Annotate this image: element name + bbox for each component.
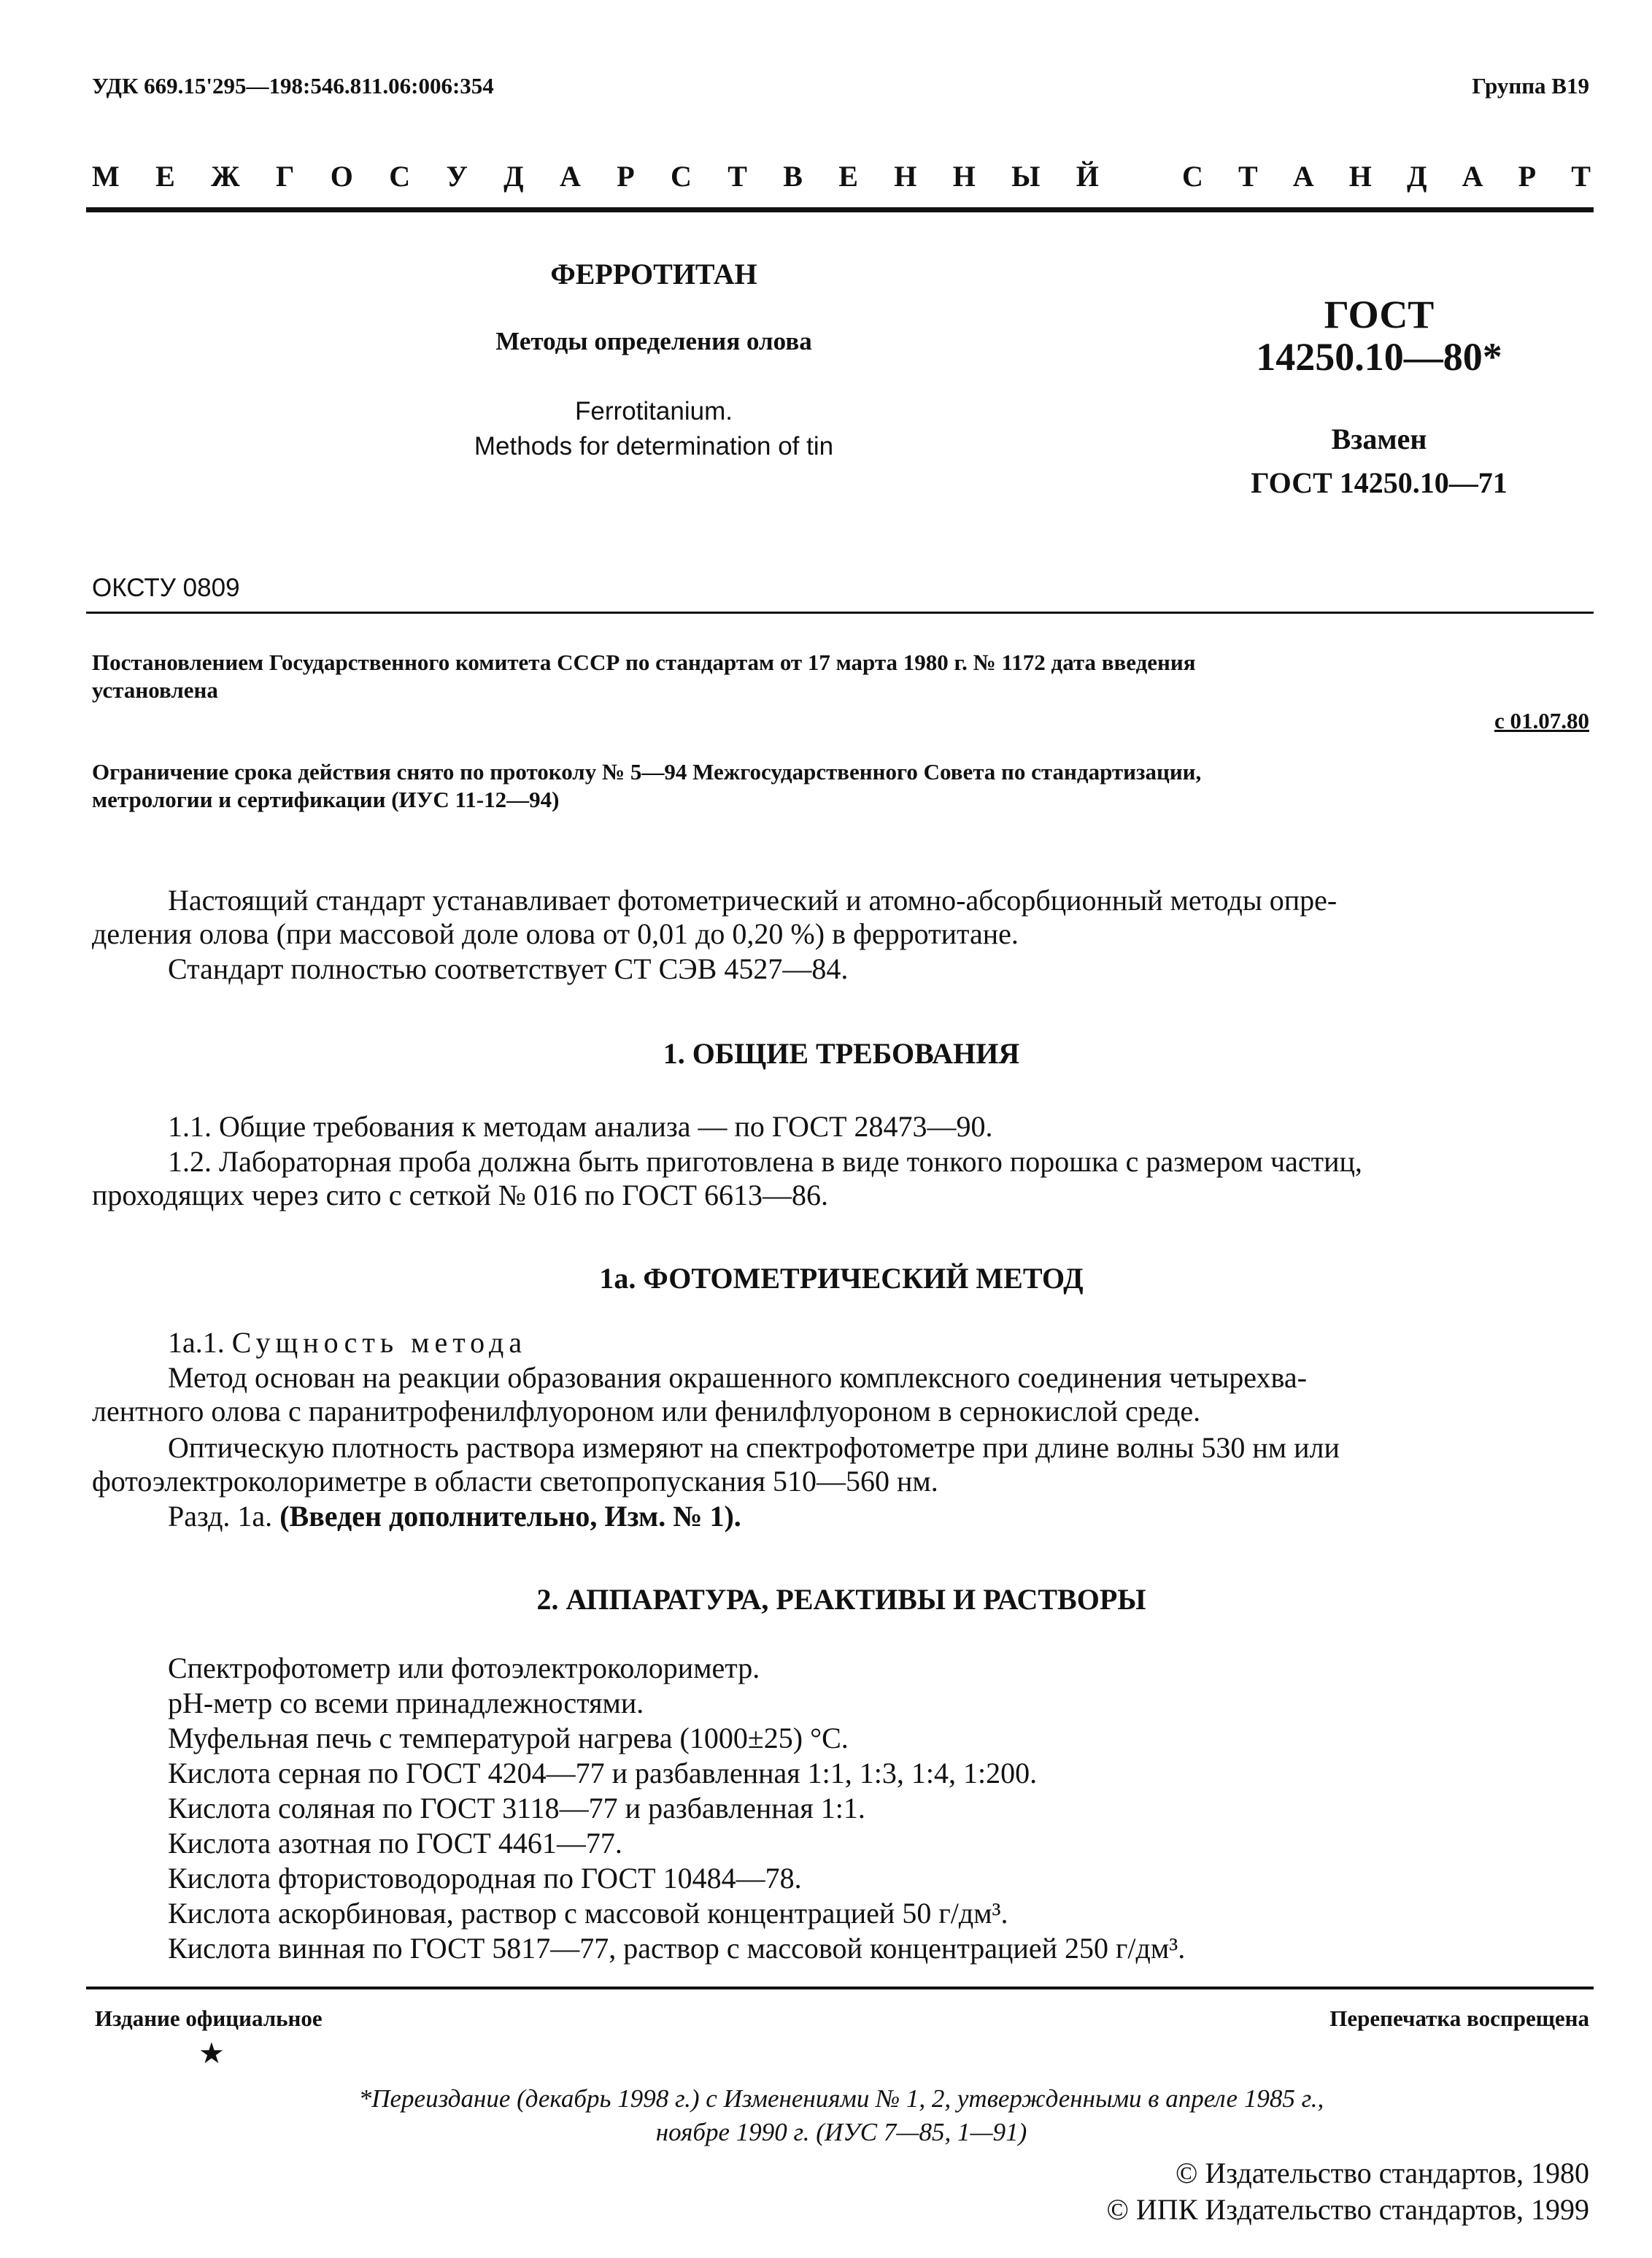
- banner-letter: Ж: [211, 160, 240, 193]
- section1a-p1-line2: лентного олова с паранитрофенилфлуороном или фенилфлуороном в сернокислой среде.: [92, 1395, 1201, 1427]
- intro-line2: деления олова (при массовой доле олова от 0,01 до 0,20 %) в ферротитане.: [92, 917, 1019, 950]
- reissue-line1: *Переиздание (декабрь 1998 г.) с Изменениями № 1, 2, утвержденными в апреле 1985 г.,: [358, 2084, 1324, 2113]
- section1-title: 1. ОБЩИЕ ТРЕБОВАНИЯ: [663, 1037, 1020, 1070]
- english-subtitle: Methods for determination of tin: [474, 432, 834, 461]
- section2-item: Кислота аскорбиновая, раствор с массовой концентрацией 50 г/дм³.: [168, 1897, 1008, 1930]
- section1a-title: 1а. ФОТОМЕТРИЧЕСКИЙ МЕТОД: [599, 1262, 1084, 1295]
- copyright-1999: © ИПК Издательство стандартов, 1999: [1106, 2193, 1589, 2226]
- banner-letter: А: [560, 160, 581, 193]
- document-subtitle: Методы определения олова: [495, 327, 812, 355]
- okstu-code: ОКСТУ 0809: [92, 574, 240, 602]
- section1a-sub-number: 1а.1.: [168, 1326, 225, 1359]
- group-code: Группа В19: [1472, 73, 1589, 99]
- banner-letter: А: [1462, 160, 1483, 193]
- english-title: Ferrotitanium.: [575, 397, 733, 425]
- banner-letter: В: [783, 160, 803, 193]
- section1a-note-prefix: Разд. 1а.: [168, 1500, 273, 1533]
- decree-date: с 01.07.80: [1494, 708, 1589, 733]
- gost-label: ГОСТ: [1324, 293, 1435, 336]
- decree-line1: Постановлением Государственного комитета СССР по стандартам от 17 марта 1980 г. № 1172 дата введения: [92, 650, 1196, 675]
- section1a-note: [168, 1500, 741, 1533]
- section2-item: Кислота соляная по ГОСТ 3118—77 и разбавленная 1:1.: [168, 1792, 865, 1824]
- section2-item: Кислота фтористоводородная по ГОСТ 10484—78.: [168, 1862, 802, 1895]
- section2-item: pH-метр со всеми принадлежностями.: [168, 1687, 644, 1719]
- document-title: ФЕРРОТИТАН: [550, 258, 757, 290]
- section1a-p2-line2: фотоэлектроколориметре в области светопропускания 510—560 нм.: [92, 1465, 938, 1498]
- banner-letter: Р: [1518, 160, 1537, 193]
- gost-number: 14250.10—80*: [1256, 335, 1502, 379]
- banner-letter: Г: [276, 160, 295, 193]
- banner-letter: У: [446, 160, 468, 193]
- banner-letter: Д: [503, 160, 524, 193]
- banner-letter: М: [92, 160, 120, 193]
- footer-rule: [86, 1987, 1594, 1989]
- banner-letter: Т: [1571, 160, 1591, 193]
- banner-letter: Е: [155, 160, 175, 193]
- replaces-label: Взамен: [1331, 423, 1427, 455]
- copyright-1980: © Издательство стандартов, 1980: [1175, 2157, 1589, 2189]
- decree-line2: установлена: [92, 677, 218, 703]
- section1a-note-bold: (Введен дополнительно, Изм. № 1).: [279, 1500, 741, 1533]
- banner-letter: Й: [1076, 160, 1099, 193]
- banner-letter: Т: [1238, 160, 1258, 193]
- section2-item: Кислота винная по ГОСТ 5817—77, раствор с массовой концентрацией 250 г/дм³.: [168, 1932, 1186, 1965]
- replaces-number: ГОСТ 14250.10—71: [1251, 466, 1508, 499]
- banner-letter: Д: [1407, 160, 1427, 193]
- reissue-line2: ноябре 1990 г. (ИУС 7—85, 1—91): [655, 2118, 1027, 2146]
- section2-title: 2. АППАРАТУРА, РЕАКТИВЫ И РАСТВОРЫ: [536, 1583, 1146, 1616]
- section1a-subheading: [168, 1327, 527, 1359]
- intro-line1: Настоящий стандарт устанавливает фотометрический и атомно-абсорбционный методы опре-: [168, 884, 1338, 917]
- banner-letter: С: [670, 160, 692, 193]
- section1a-sub-title: Сущность метода: [231, 1326, 528, 1359]
- banner-letter: С: [389, 160, 411, 193]
- okstu-rule: [86, 612, 1594, 614]
- banner-letter: О: [330, 160, 353, 193]
- reprint-prohibited: Перепечатка воспрещена: [1329, 2005, 1589, 2031]
- udk-code: УДК 669.15'295—198:546.811.06:006:354: [92, 73, 494, 99]
- top-rule: [86, 207, 1594, 212]
- section1a-p2-line1: Оптическую плотность раствора измеряют на спектрофотометре при длине волны 530 нм или: [168, 1431, 1340, 1464]
- banner-letter: Р: [617, 160, 635, 193]
- section1-p2-line2: проходящих через сито с сеткой № 016 по ГОСТ 6613—86.: [92, 1179, 828, 1211]
- section2-item: Спектрофотометр или фотоэлектроколориметр.: [168, 1652, 760, 1684]
- section2-item: Кислота азотная по ГОСТ 4461—77.: [168, 1827, 622, 1860]
- star-icon: ★: [198, 2037, 225, 2070]
- banner-letter: С: [1182, 160, 1203, 193]
- banner-letter: Н: [952, 160, 976, 193]
- section2-item: Муфельная печь с температурой нагрева (1000±25) °С.: [168, 1722, 849, 1754]
- section1a-p1-line1: Метод основан на реакции образования окрашенного комплексного соединения четырехва-: [168, 1361, 1307, 1394]
- banner-letter: Т: [727, 160, 747, 193]
- section1-p1: 1.1. Общие требования к методам анализа — по ГОСТ 28473—90.: [168, 1110, 993, 1143]
- official-edition: Издание официальное: [95, 2005, 323, 2031]
- limitation-line2: метрологии и сертификации (ИУС 11-12—94): [92, 787, 560, 812]
- banner-letter: Н: [894, 160, 917, 193]
- banner-letter: Н: [1348, 160, 1372, 193]
- section1-p2-line1: 1.2. Лабораторная проба должна быть приготовлена в виде тонкого порошка с размером частиц,: [168, 1145, 1362, 1178]
- banner-letter: Ы: [1011, 160, 1041, 193]
- intro-line3: Стандарт полностью соответствует СТ СЭВ 4527—84.: [168, 952, 849, 985]
- limitation-line1: Ограничение срока действия снято по протоколу № 5—94 Межгосударственного Совета по стандартизации,: [92, 759, 1202, 785]
- banner-letter: Е: [838, 160, 858, 193]
- standard-banner: [92, 159, 1591, 193]
- banner-letter: А: [1292, 160, 1314, 193]
- section2-item: Кислота серная по ГОСТ 4204—77 и разбавленная 1:1, 1:3, 1:4, 1:200.: [168, 1757, 1038, 1789]
